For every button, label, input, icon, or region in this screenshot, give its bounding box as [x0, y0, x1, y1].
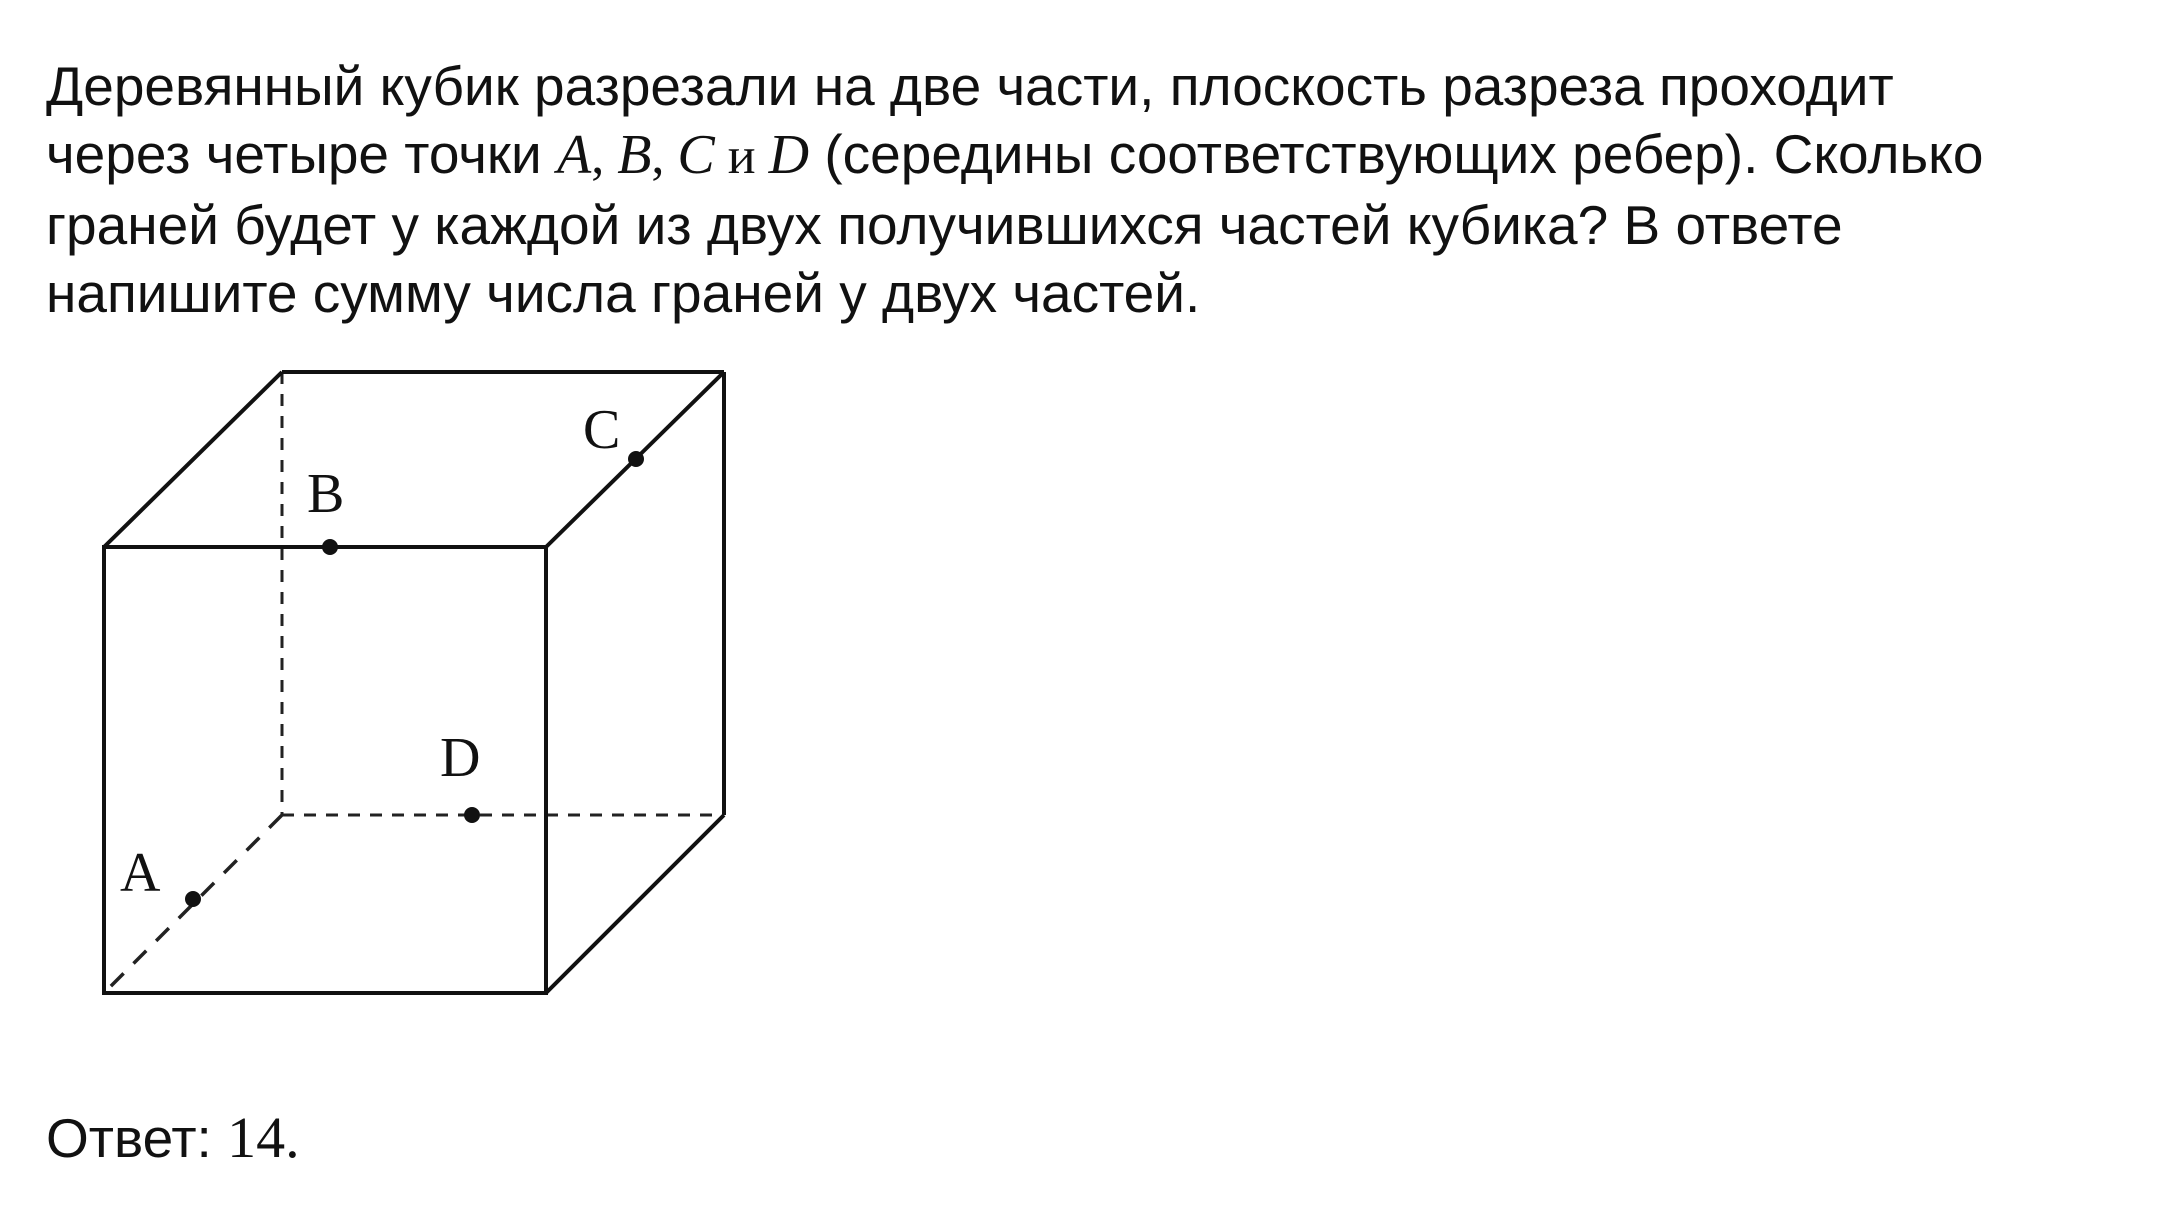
problem-line-1: Деревянный кубик разрезали на две части, плоскость разреза проходит — [46, 55, 1894, 117]
point-d-label: D — [440, 727, 481, 789]
point-a-label: A — [120, 842, 161, 904]
point-b-label: B — [307, 463, 345, 525]
problem-line-2: через четыре точки A, B, C и D (середины соответствующих ребер). Сколько — [46, 123, 1984, 186]
cube-bottom-right-edge — [546, 815, 724, 993]
math-var-a: A — [556, 124, 592, 186]
answer-label: Ответ: — [46, 1107, 212, 1169]
math-conjunction: и — [727, 128, 756, 185]
problem-line-2-suffix: (середины соответствующих ребер). Сколько — [809, 123, 1984, 185]
point-c-dot — [628, 451, 644, 467]
answer-value: 14. — [227, 1105, 300, 1170]
math-var-b: B — [617, 124, 652, 186]
math-var-d: D — [768, 124, 810, 186]
point-b-dot — [322, 539, 338, 555]
point-c-label: C — [583, 399, 621, 461]
cube-top-left-edge — [104, 372, 282, 547]
point-d-dot — [464, 807, 480, 823]
problem-line-2-prefix: через четыре точки — [46, 123, 557, 185]
problem-line-3: граней будет у каждой из двух получившихся частей кубика? В ответе — [46, 194, 1843, 256]
point-a-dot — [185, 891, 201, 907]
problem-line-4: напишите сумму числа граней у двух частей. — [46, 262, 1201, 324]
math-var-c: C — [677, 124, 715, 186]
answer-line — [46, 1104, 300, 1172]
